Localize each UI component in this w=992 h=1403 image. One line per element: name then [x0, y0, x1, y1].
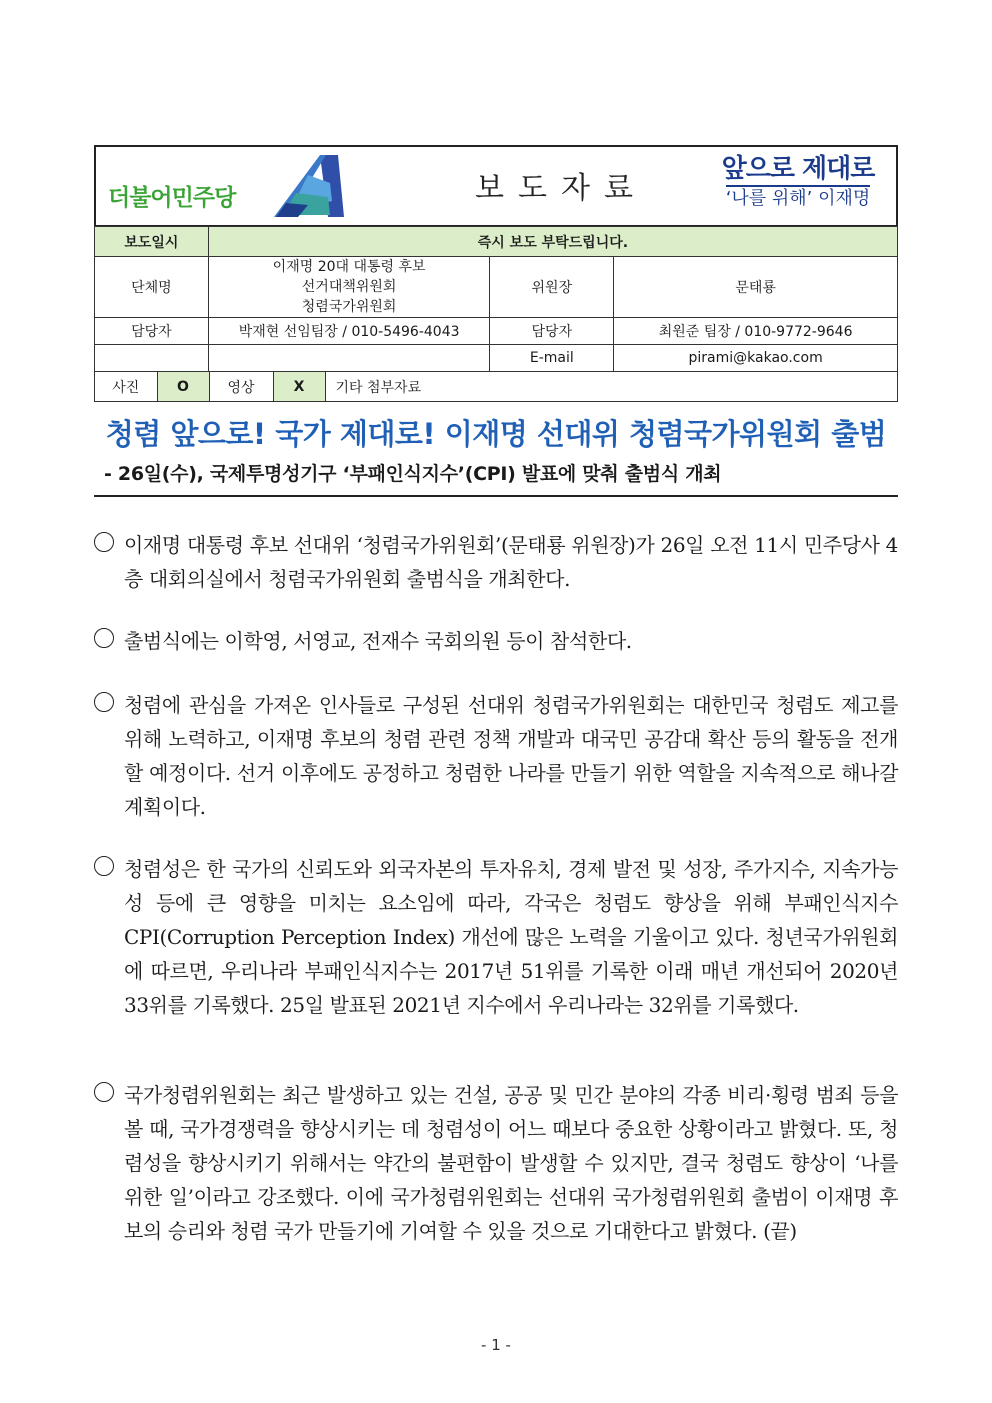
- contact-label: 담당자: [490, 318, 614, 345]
- circle-bullet-icon: [94, 1082, 114, 1102]
- other-attachment-label: 기타 첨부자료: [335, 379, 422, 396]
- photo-mark: O: [157, 372, 209, 401]
- contact-value: 박재현 선임팀장 / 010-5496-4043: [208, 318, 490, 345]
- slogan-sub: ‘나를 위해’ 이재명: [726, 185, 871, 210]
- party-logo: [108, 153, 348, 219]
- divider: [94, 495, 898, 497]
- party-name: 더불어민주당: [108, 185, 236, 211]
- paragraph-text: 청렴에 관심을 가져온 인사들로 구성된 선대위 청렴국가위원회는 대한민국 청렴도 제고를 위해 노력하고, 이재명 후보의 청렴 관련 정책 개발과 대국민 공감대 확산 등의 활동을 전개할 예정이다. 선거 이후에도 공정하고 청렴한 나라를 만들기 위한 역할을 지속적으로 해나갈 계획이다.: [124, 693, 898, 819]
- release-info-table: [94, 226, 898, 402]
- paragraph-text: 출범식에는 이학영, 서영교, 전재수 국회의원 등이 참석한다.: [124, 629, 632, 653]
- page-number: - 1 -: [481, 1336, 511, 1354]
- paragraph-text: 청렴성은 한 국가의 신뢰도와 외국자본의 투자유치, 경제 발전 및 성장, 주가지수, 지속가능성 등에 큰 영향을 미치는 요소임에 따라, 각국은 청렴도 향상을 위해 부패인식지수 CPI(Corruption Perception Index) 개선에 많은 노력을 기울이고 있다. 청년국가위원회에 따르면, 우리나라 부패인식지수는 2017년 51위를 기록한 이래 매년 개선되어 2020년 33위를 기록했다. 25일 발표된 2021년 지수에서 우리나라는 32위를 기록했다.: [124, 857, 898, 1017]
- paragraph: [94, 528, 898, 596]
- video-label: 영상: [209, 372, 273, 401]
- circle-bullet-icon: [94, 628, 114, 648]
- org-value: [208, 257, 490, 318]
- video-mark: X: [273, 372, 325, 401]
- campaign-slogan: [708, 153, 888, 210]
- release-label: 보도일시: [95, 227, 209, 257]
- circle-bullet-icon: [94, 856, 114, 876]
- table-row: [95, 227, 898, 257]
- empty-cell: [208, 345, 490, 372]
- paragraph: [94, 688, 898, 824]
- paragraph-text: 이재명 대통령 후보 선대위 ‘청렴국가위원회’(문태룡 위원장)가 26일 오전 11시 민주당사 4층 대회의실에서 청렴국가위원회 출범식을 개최한다.: [124, 533, 898, 591]
- slogan-main: 앞으로 제대로: [721, 154, 875, 184]
- chair-label: 위원장: [490, 257, 614, 318]
- photo-label: 사진: [95, 372, 157, 401]
- release-value: 즉시 보도 부탁드립니다.: [208, 227, 897, 257]
- contact-value: 최원준 팀장 / 010-9772-9646: [614, 318, 898, 345]
- table-row: [95, 345, 898, 372]
- circle-bullet-icon: [94, 532, 114, 552]
- email-value[interactable]: pirami@kakao.com: [614, 345, 898, 372]
- attachment-table: [95, 372, 897, 401]
- org-line: 청렴국가위원회: [301, 299, 397, 315]
- contact-label: 담당자: [95, 318, 209, 345]
- party-emblem-icon: [268, 153, 346, 219]
- paragraph-text: 국가청렴위원회는 최근 발생하고 있는 건설, 공공 및 민간 분야의 각종 비리·횡령 범죄 등을 볼 때, 국가경쟁력을 향상시키는 데 청렴성이 어느 때보다 중요한 상황이라고 밝혔다. 또, 청렴성을 향상시키기 위해서는 약간의 불편함이 발생할 수 있지만, 결국 청렴도 향상이 ‘나를 위한 일’이라고 강조했다. 이에 국가청렴위원회는 선대위 국가청렴위원회 출범이 이재명 후보의 승리와 청렴 국가 만들기에 기여할 수 있을 것으로 기대한다고 밝혔다. (끝): [124, 1083, 898, 1243]
- table-row: [95, 257, 898, 318]
- org-line: 이재명 20대 대통령 후보: [272, 259, 426, 275]
- paragraph: [94, 1078, 898, 1248]
- org-line: 선거대책위원회: [301, 279, 397, 295]
- table-row: [95, 372, 898, 402]
- table-row: [95, 318, 898, 345]
- circle-bullet-icon: [94, 692, 114, 712]
- empty-cell: [95, 345, 209, 372]
- document-title: 보도자료: [475, 171, 647, 206]
- subheadline: - 26일(수), 국제투명성기구 ‘부패인식지수’(CPI) 발표에 맞춰 출범식 개최: [104, 463, 722, 485]
- attachment-row: [95, 372, 898, 402]
- paragraph: [94, 852, 898, 1022]
- chair-value: 문태룡: [614, 257, 898, 318]
- paragraph: [94, 624, 898, 658]
- email-label: E-mail: [490, 345, 614, 372]
- headline: 청렴 앞으로! 국가 제대로! 이재명 선대위 청렴국가위원회 출범: [105, 417, 887, 451]
- press-release-header: [94, 145, 898, 227]
- org-label: 단체명: [95, 257, 209, 318]
